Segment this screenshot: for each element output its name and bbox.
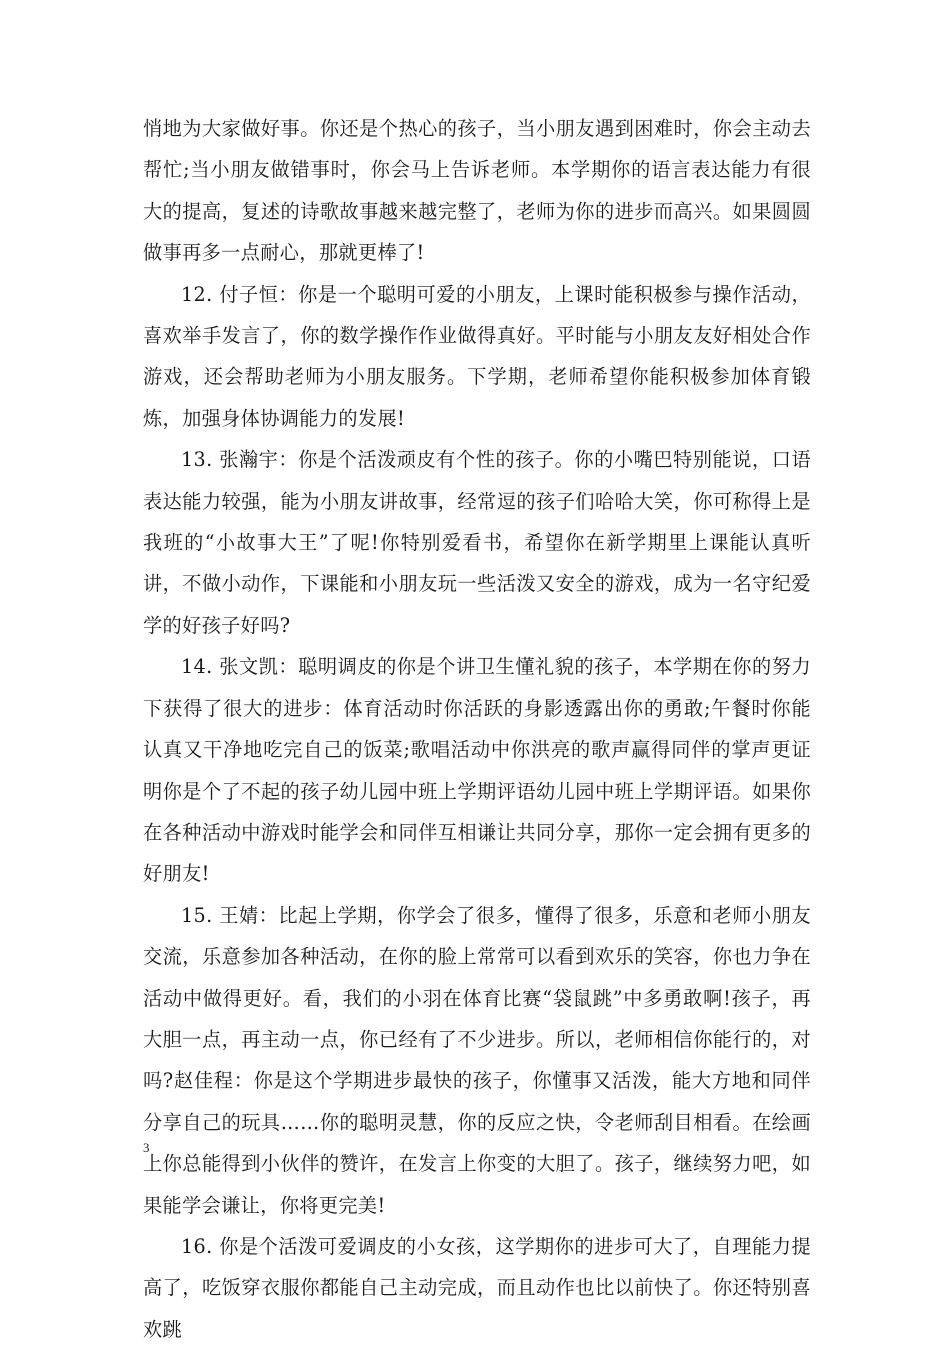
paragraph: 12. 付子恒：你是一个聪明可爱的小朋友，上课时能积极参与操作活动，喜欢举手发言了，你的数学操作作业做得真好。平时能与小朋友友好相处合作游戏，还会帮助老师为小朋友服务。下学期，老师希望你能积极参加体育锻炼，加强身体协调能力的发展! xyxy=(143,282,811,430)
page-number: 3 xyxy=(143,1140,150,1155)
paragraph: 16. 你是个活泼可爱调皮的小女孩，这学期你的进步可大了，自理能力提高了，吃饭穿衣服你都能自己主动完成，而且动作也比以前快了。你还特别喜欢跳 xyxy=(143,1234,811,1341)
paragraph: 15. 王婧：比起上学期，你学会了很多，懂得了很多，乐意和老师小朋友交流，乐意参加各种活动，在你的脸上常常可以看到欢乐的笑容，你也力争在活动中做得更好。看，我们的小羽在体育比赛“袋鼠跳”中多勇敢啊!孩子，再大胆一点，再主动一点，你已经有了不少进步。所以，老师相信你能行的，对吗?赵佳程：你是这个学期进步最快的孩子，你懂事又活泼，能大方地和同伴分享自己的玩具……你的聪明灵慧，你的反应之快，令老师刮目相看。在绘画上你总能得到小伙伴的赞许，在发言上你变的大胆了。孩子，继续努力吧，如果能学会谦让，你将更完美! xyxy=(143,903,811,1217)
paragraph: 14. 张文凯：聪明调皮的你是个讲卫生懂礼貌的孩子，本学期在你的努力下获得了很大的进步：体育活动时你活跃的身影透露出你的勇敢;午餐时你能认真又干净地吃完自己的饭菜;歌唱活动中你洪亮的歌声赢得同伴的掌声更证明你是个了不起的孩子幼儿园中班上学期评语幼儿园中班上学期评语。如果你在各种活动中游戏时能学会和同伴互相谦让共同分享，那你一定会拥有更多的好朋友! xyxy=(143,655,811,886)
paragraph: 悄地为大家做好事。你还是个热心的孩子，当小朋友遇到困难时，你会主动去帮忙;当小朋友做错事时，你会马上告诉老师。本学期你的语言表达能力有很大的提高，复述的诗歌故事越来越完整了，老师为你的进步而高兴。如果圆圆做事再多一点耐心，那就更棒了! xyxy=(143,117,811,265)
document-body xyxy=(143,108,811,1350)
paragraph: 13. 张瀚宇：你是个活泼顽皮有个性的孩子。你的小嘴巴特别能说，口语表达能力较强，能为小朋友讲故事，经常逗的孩子们哈哈大笑，你可称得上是我班的“小故事大王”了呢!你特别爱看书，希望你在新学期里上课能认真听讲，不做小动作，下课能和小朋友玩一些活泼又安全的游戏，成为一名守纪爱学的好孩子好吗? xyxy=(143,448,811,637)
